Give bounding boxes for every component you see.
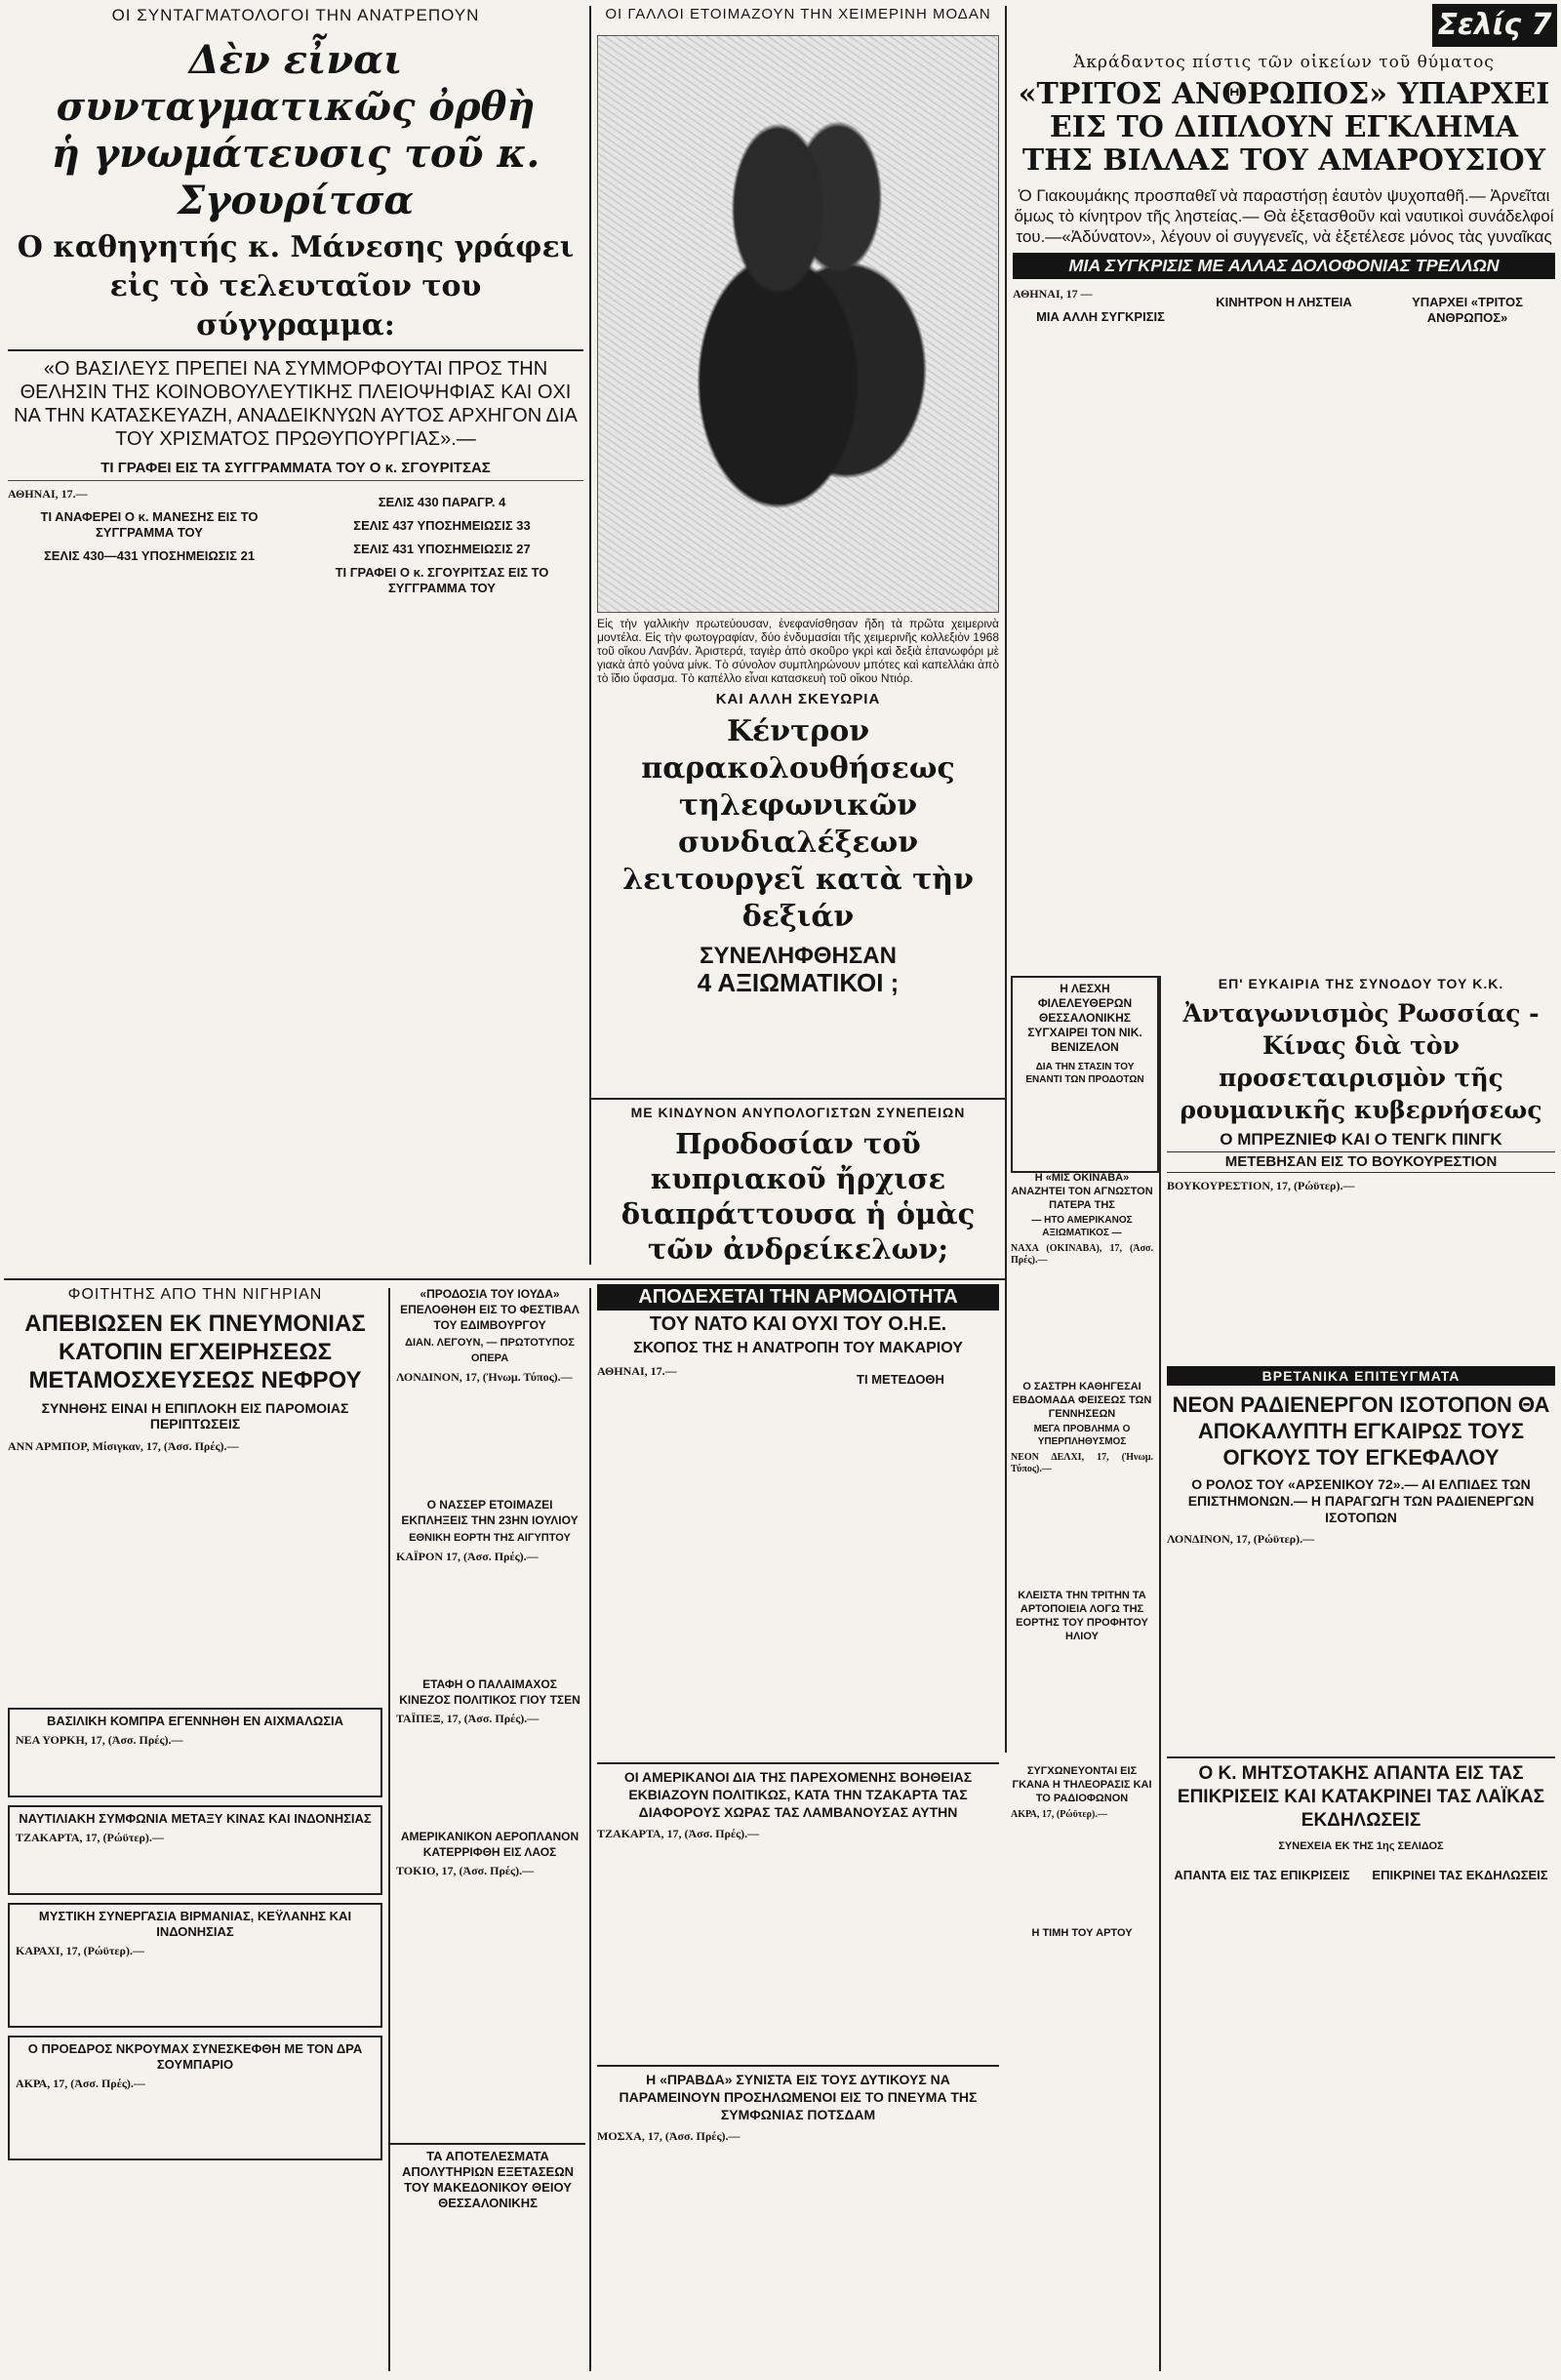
- story-subhead-small: ΤΙ ΜΕΤΕΔΟΘΗ: [857, 1372, 944, 1387]
- brief-item: [8, 2036, 382, 2160]
- crime-story: [1013, 53, 1555, 970]
- story-subhead: Ο ΜΠΡΕΖΝΙΕΦ ΚΑΙ Ο ΤΕΝΓΚ ΠΙΝΓΚ: [1220, 1130, 1502, 1149]
- story-body: [802, 2129, 999, 2344]
- brief-extra: ΔΙΑΝ. ΛΕΓΟΥΝ, — ΠΡΩΤΟΤΥΠΟΣ ΟΠΕΡΑ: [405, 1337, 575, 1364]
- dateline: ΝΑΧΑ (ΟΚΙΝΑΒΑ), 17, (Ἀσσ. Πρές).—: [1011, 1243, 1153, 1266]
- story-body: [8, 1439, 382, 1664]
- brief-title: Ο ΣΑΣΤΡΗ ΚΑΘΗΓΕΣΑΙ ΕΒΔΟΜΑΔΑ ΦΕΙΣΕΩΣ ΤΩΝ ΓΕΝΝΗΣΕΩΝ: [1012, 1381, 1152, 1420]
- article-subhead-small: ΣΕΛΙΣ 430—431 ΥΠΟΣΗΜΕΙΩΣΙΣ 21: [43, 548, 256, 563]
- americans-aid-story: [597, 1762, 999, 2055]
- rivalry-story: [1167, 976, 1555, 1356]
- liberals-club-story: [1011, 976, 1159, 1173]
- story-subhead-small: ΚΙΝΗΤΡΟΝ Η ΛΗΣΤΕΙΑ: [1216, 295, 1352, 309]
- story-headline: ΤΑ ΑΠΟΤΕΛΕΣΜΑΤΑ ΑΠΟΛΥΤΗΡΙΩΝ ΕΞΕΤΑΣΕΩΝ ΤΟΥ ΜΑΚΕΔΟΝΙΚΟΥ ΘΕΙΟΥ ΘΕΣΣΑΛΟΝΙΚΗΣ: [390, 2143, 585, 2211]
- story-body: [597, 1827, 794, 2022]
- story-kicker: ΕΠ' ΕΥΚΑΙΡΙΑ ΤΗΣ ΣΥΝΟΔΟΥ ΤΟΥ Κ.Κ.: [1218, 976, 1504, 991]
- story-subhead-small: ΜΙΑ ΑΛΛΗ ΣΥΓΚΡΙΣΙΣ: [1036, 309, 1165, 324]
- brief-title: ΣΥΓΧΩΝΕΥΟΝΤΑΙ ΕΙΣ ΓΚΑΝΑ Η ΤΗΛΕΟΡΑΣΙΣ ΚΑΙ ΤΟ ΡΑΔΙΟΦΩΝΟΝ: [1012, 1765, 1152, 1804]
- dateline: ΤΑΪΠΕΞ, 17, (Ἀσσ. Πρές).—: [396, 1712, 540, 1725]
- cyprus-story-continued: [597, 1284, 999, 1753]
- article-headline: [8, 37, 583, 224]
- story-body: [1019, 1090, 1151, 1149]
- story-subhead-small: ΑΠΑΝΤΑ ΕΙΣ ΤΑΣ ΕΠΙΚΡΙΣΕΙΣ: [1174, 1868, 1350, 1882]
- story-body: [1167, 1179, 1555, 1335]
- story-subhead-small: ΥΠΑΡΧΕΙ «ΤΡΙΤΟΣ ΑΝΘΡΩΠΟΣ»: [1412, 295, 1523, 325]
- headline-line: ΕΙΣ ΤΟ ΔΙΠΛΟΥΝ ΕΓΚΛΗΜΑ: [1049, 110, 1519, 144]
- article-subhead-small: ΤΙ ΑΝΑΦΕΡΕΙ Ο κ. ΜΑΝΕΣΗΣ ΕΙΣ ΤΟ ΣΥΓΓΡΑΜΜΑ ΤΟΥ: [40, 509, 259, 540]
- photo-caption: Εἰς τὴν γαλλικὴν πρωτεύουσαν, ἐνεφανίσθησαν ἤδη τὰ πρῶτα χειμερινὰ μοντέλα. Εἰς τὴν φωτογραφίαν, δύο ἐνδυμασίαι τῆς χειμερινῆς κολλεξιὸν 1968 τοῦ οἴκου Λανβάν. Ἀριστερά, ταγιὲρ ἀπὸ σκοῦρο γκρὶ καὶ δεξιὰ ἐπανωφόρι μὲ γιακὰ ἀπὸ γούνα μίνκ. Τὸ σύνολον συμπληρώνουν μπότες καὶ καπελλάκι ἀπὸ τὸ ἴδιο ὕφασμα. Τὸ καπέλλο εἶναι κατασκευὴ τοῦ οἴκου Ντιόρ.: [597, 617, 999, 685]
- article-subhead: Ο καθηγητής κ. Μάνεσης γράφει: [17, 230, 575, 264]
- brief-body: [1011, 1809, 1153, 1916]
- column-rule: [1159, 976, 1161, 2371]
- dateline: ΑΘΗΝΑΙ, 17.—: [597, 1364, 677, 1378]
- column-rule: [589, 6, 591, 1265]
- story-headline: Η «ΠΡΑΒΔΑ» ΣΥΝΙΣΤΑ ΕΙΣ ΤΟΥΣ ΔΥΤΙΚΟΥΣ ΝΑ ΠΑΡΑΜΕΙΝΟΥΝ ΠΡΟΣΗΛΩΜΕΝΟΙ ΕΙΣ ΤΟ ΠΝΕΥΜΑ ΤΗΣ ΣΥΜΦΩΝΙΑΣ ΠΟΤΣΔΑΜ: [597, 2065, 999, 2123]
- brief-body: [1011, 1243, 1153, 1370]
- page-number-badge: [1432, 4, 1557, 47]
- story-subhead: 4 ΑΞΙΩΜΑΤΙΚΟΙ ;: [697, 968, 900, 998]
- story-subhead: Ο ΡΟΛΟΣ ΤΟΥ «ΑΡΣΕΝΙΚΟΥ 72».— ΑΙ ΕΛΠΙΔΕΣ ΤΩΝ ΕΠΙΣΤΗΜΟΝΩΝ.— Η ΠΑΡΑΓΩΓΗ ΤΩΝ ΡΑΔΙΕΝΕΡΓΩΝ ΙΣΟΤΟΠΩΝ: [1187, 1476, 1535, 1525]
- brief-body: [396, 1864, 583, 1971]
- brief-item: [396, 1829, 583, 1971]
- dateline: ΝΕΟΝ ΔΕΛΧΙ, 17, (Ἠνωμ. Τύπος).—: [1011, 1452, 1153, 1474]
- story-kicker: ΦΟΙΤΗΤΗΣ ΑΠΟ ΤΗΝ ΝΙΓΗΡΙΑΝ: [67, 1286, 323, 1303]
- fashion-photo: [597, 35, 999, 613]
- dateline: ΚΑΪΡΟΝ 17, (Ἀσσ. Πρές).—: [396, 1550, 539, 1563]
- dateline: ΑΘΗΝΑΙ, 17 —: [1013, 287, 1093, 301]
- story-body: [597, 1364, 794, 1745]
- brief-title: «ΠΡΟΔΟΣΙΑ ΤΟΥ ΙΟΥΔΑ» ΕΠΕΛΟΘΗΘΗ ΕΙΣ ΤΟ ΦΕΣΤΙΒΑΛ ΤΟΥ ΕΔΙΜΒΟΥΡΓΟΥ: [400, 1287, 580, 1332]
- story-bar: ΜΙΑ ΣΥΓΚΡΙΣΙΣ ΜΕ ΑΛΛΑΣ ΔΟΛΟΦΟΝΙΑΣ ΤΡΕΛΛΩΝ: [1013, 253, 1555, 279]
- story-headline: [1013, 78, 1555, 178]
- article-subhead-small: ΣΕΛΙΣ 431 ΥΠΟΣΗΜΕΙΩΣΙΣ 27: [353, 542, 531, 556]
- fashion-photo-story: [597, 6, 999, 685]
- dateline: ΑΘΗΝΑΙ, 17.—: [8, 487, 88, 501]
- column-rule: [1005, 6, 1007, 1753]
- brief-title: Η ΤΙΜΗ ΤΟΥ ΑΡΤΟΥ: [1031, 1927, 1133, 1939]
- story-body: [390, 2217, 585, 2363]
- brief-body: [396, 1712, 583, 1819]
- story-body: [1167, 1532, 1357, 1717]
- dateline: ΤΟΚΙΟ, 17, (Ἀσσ. Πρές).—: [396, 1864, 535, 1877]
- photo-kicker: ΟΙ ΓΑΛΛΟΙ ΕΤΟΙΜΑΖΟΥΝ ΤΗΝ ΧΕΙΜΕΡΙΝΗ ΜΟΔΑΝ: [605, 6, 991, 22]
- headline-line: «ΤΡΙΤΟΣ ΑΝΘΡΩΠΟΣ» ΥΠΑΡΧΕΙ: [1018, 77, 1550, 111]
- story-kicker: Ἀκράδαντος πίστις τῶν οἰκείων τοῦ θύματος: [1073, 53, 1495, 72]
- story-subhead: ΣΥΝΗΘΗΣ ΕΙΝΑΙ Η ΕΠΙΠΛΟΚΗ ΕΙΣ ΠΑΡΟΜΟΙΑΣ ΠΕΡΙΠΤΩΣΕΙΣ: [41, 1400, 349, 1432]
- story-body: [1167, 1860, 1357, 2367]
- dateline: ΑΝΝ ΑΡΜΠΟΡ, Μίσιγκαν, 17, (Ἀσσ. Πρές).—: [8, 1439, 239, 1453]
- story-body: [1365, 1532, 1555, 1717]
- story-headline: Ἀνταγωνισμὸς Ρωσσίας - Κίνας διὰ τὸν προσεταιρισμὸν τῆς ρουμανικῆς κυβερνήσεως: [1180, 999, 1542, 1124]
- brief-item: [1011, 1380, 1153, 1579]
- story-continuation: ΣΥΝΕΧΕΙΑ ΕΚ ΤΗΣ 1ης ΣΕΛΙΔΟΣ: [1278, 1840, 1444, 1852]
- dateline: ΛΟΝΔΙΝΟΝ, 17, (Ἠνωμ. Τύπος).—: [396, 1370, 573, 1384]
- brief-title: Η «ΜΙΣ ΟΚΙΝΑΒΑ» ΑΝΑΖΗΤΕΙ ΤΟΝ ΑΓΝΩΣΤΟΝ ΠΑΤΕΡΑ ΤΗΣ: [1011, 1172, 1153, 1211]
- brief-title: Ο ΝΑΣΣΕΡ ΕΤΟΙΜΑΖΕΙ ΕΚΠΛΗΞΕΙΣ ΤΗΝ 23ΗΝ ΙΟΥΛΙΟΥ: [401, 1498, 579, 1527]
- story-body: [802, 1364, 999, 1745]
- article-writes-head: ΤΙ ΓΡΑΦΕΙ ΕΙΣ ΤΑ ΣΥΓΓΡΑΜΜΑΤΑ ΤΟΥ Ο κ. ΣΓΟΥΡΙΤΣΑΣ: [8, 461, 583, 481]
- right-briefs: [1011, 1171, 1153, 2371]
- brief-body: [1011, 1944, 1153, 2090]
- nigeria-story: [8, 1286, 382, 1696]
- brief-item: [396, 1286, 583, 1487]
- brief-item: [1011, 1589, 1153, 1755]
- article-subhead: εἰς τὸ τελευταῖον του σύγγραμμα:: [8, 267, 583, 351]
- pravda-story: [597, 2065, 999, 2371]
- page-number: Σελίς 7: [1437, 8, 1552, 42]
- brief-body: [16, 2077, 375, 2155]
- middle-briefs: [396, 1286, 583, 2135]
- story-headline: Προδοσίαν τοῦ κυπριακοῦ ἤρχισε διαπράττουσα ἡ ὁμὰς τῶν ἀνδρείκελων;: [620, 1127, 976, 1266]
- story-body: [597, 2129, 794, 2344]
- brief-body: [396, 1370, 583, 1487]
- brief-body: [396, 1550, 583, 1667]
- brief-item: [1011, 1171, 1153, 1370]
- brief-item: [396, 1497, 583, 1667]
- brief-title: Ο ΠΡΟΕΔΡΟΣ ΝΚΡΟΥΜΑΧ ΣΥΝΕΣΚΕΦΘΗ ΜΕ ΤΟΝ ΔΡΑ ΣΟΥΜΠΑΡΙΟ: [27, 2041, 363, 2072]
- story-subhead-small: ΕΠΙΚΡΙΝΕΙ ΤΑΣ ΕΚΔΗΛΩΣΕΙΣ: [1372, 1868, 1548, 1882]
- brief-item: [1011, 1764, 1153, 1916]
- constitutional-article: [8, 6, 583, 1271]
- brief-body: [1011, 1452, 1153, 1579]
- isotope-story: [1167, 1366, 1555, 1747]
- headline-line: Δὲν εἶναι συνταγματικῶς ὀρθὴ: [56, 37, 536, 130]
- article-body: [300, 487, 583, 1326]
- dateline: ΤΖΑΚΑΡΤΑ, 17, (Ἀσσ. Πρές).—: [597, 1827, 760, 1840]
- brief-body: [16, 1733, 375, 1792]
- brief-title: ΑΜΕΡΙΚΑΝΙΚΟΝ ΑΕΡΟΠΛΑΝΟΝ ΚΑΤΕΡΡΙΦΘΗ ΕΙΣ ΛΑΟΣ: [400, 1830, 580, 1859]
- story-subhead: ΣΥΝΕΛΗΦΘΗΣΑΝ: [700, 943, 897, 969]
- story-subhead: ΔΙΑ ΤΗΝ ΣΤΑΣΙΝ ΤΟΥ ΕΝΑΝΤΙ ΤΩΝ ΠΡΟΔΟΤΩΝ: [1025, 1062, 1144, 1085]
- column-rule: [589, 1288, 591, 2371]
- story-body: [1365, 1860, 1555, 2367]
- story-headline: Ο Κ. ΜΗΤΣΟΤΑΚΗΣ ΑΠΑΝΤΑ ΕΙΣ ΤΑΣ ΕΠΙΚΡΙΣΕΙΣ ΚΑΙ ΚΑΤΑΚΡΙΝΕΙ ΤΑΣ ΛΑΪΚΑΣ ΕΚΔΗΛΩΣΕΙΣ: [1167, 1756, 1555, 1833]
- brief-extra: ΕΘΝΙΚΗ ΕΟΡΤΗ ΤΗΣ ΑΙΓΥΠΤΟΥ: [409, 1532, 571, 1544]
- brief-title: ΜΥΣΤΙΚΗ ΣΥΝΕΡΓΑΣΙΑ ΒΙΡΜΑΝΙΑΣ, ΚΕΫΛΑΝΗΣ ΚΑΙ ΙΝΔΟΝΗΣΙΑΣ: [38, 1909, 352, 1939]
- story-headline: ΝΕΟΝ ΡΑΔΙΕΝΕΡΓΟΝ ΙΣΟΤΟΠΟΝ ΘΑ ΑΠΟΚΑΛΥΠΤΗ ΕΓΚΑΙΡΩΣ ΤΟΥΣ ΟΓΚΟΥΣ ΤΟΥ ΕΓΚΕΦΑΛΟΥ: [1172, 1392, 1550, 1470]
- brief-body: [16, 1944, 375, 2022]
- mitsotakis-story: [1167, 1756, 1555, 2371]
- dateline: ΜΟΣΧΑ, 17, (Ἀσσ. Πρές).—: [597, 2129, 740, 2143]
- article-quote: «Ο ΒΑΣΙΛΕΥΣ ΠΡΕΠΕΙ ΝΑ ΣΥΜΜΟΡΦΟΥΤΑΙ ΠΡΟΣ ΤΗΝ ΘΕΛΗΣΙΝ ΤΗΣ ΚΟΙΝΟΒΟΥΛΕΥΤΙΚΗΣ ΠΛΕΙΟΨΗΦΙΑΣ ΚΑΙ ΟΧΙ ΝΑ ΤΗΝ ΚΑΤΑΣΚΕΥΑΖΗ, ΑΝΑΔΕΙΚΝΥΩΝ ΑΥΤΟΣ ΑΡΧΗΓΟΝ ΔΙΑ ΤΟΥ ΧΡΙΣΜΑΤΟΣ ΠΡΩΘΥΠΟΥΡΓΙΑΣ».—: [14, 358, 578, 450]
- headline-line: ΤΗΣ ΒΙΛΛΑΣ ΤΟΥ ΑΜΑΡΟΥΣΙΟΥ: [1021, 143, 1546, 178]
- left-briefs: [8, 1708, 382, 2371]
- dateline: ΒΟΥΚΟΥΡΕΣΤΙΟΝ, 17, (Ρώϋτερ).—: [1167, 1179, 1355, 1192]
- dateline: ΑΚΡΑ, 17, (Ρώϋτερ).—: [1011, 1809, 1107, 1820]
- story-deck: Ὁ Γιακουμάκης προσπαθεῖ νὰ παραστήσῃ ἑαυτὸν ψυχοπαθῆ.— Ἀρνεῖται ὅμως τὸ κίνητρον τῆς ληστείας.— Θὰ ἐξετασθοῦν καὶ ναυτικοὶ συνάδελφοί του.—«Ἀδύνατον», λέγουν οἱ συγγενεῖς, νὰ ἐξετέλεσε μόνος τὰς γυναῖκας: [1014, 186, 1554, 246]
- brief-item: [1011, 1926, 1153, 2090]
- story-body: [1380, 287, 1555, 931]
- brief-title: ΚΛΕΙΣΤΑ ΤΗΝ ΤΡΙΤΗΝ ΤΑ ΑΡΤΟΠΟΙΕΙΑ ΛΟΓΩ ΤΗΣ ΕΟΡΤΗΣ ΤΟΥ ΠΡΟΦΗΤΟΥ ΗΛΙΟΥ: [1016, 1590, 1148, 1642]
- story-subhead: ΜΕΤΕΒΗΣΑΝ ΕΙΣ ΤΟ ΒΟΥΚΟΥΡΕΣΤΙΟΝ: [1167, 1151, 1555, 1173]
- dateline: ΑΚΡΑ, 17, (Ἀσσ. Πρές).—: [16, 2077, 145, 2090]
- brief-body: [1011, 1647, 1153, 1755]
- story-subhead: ΤΟΥ ΝΑΤΟ ΚΑΙ ΟΥΧΙ ΤΟΥ Ο.Η.Ε.: [649, 1313, 947, 1335]
- cyprus-story: [597, 1105, 999, 1272]
- article-subhead-small: ΣΕΛΙΣ 437 ΥΠΟΣΗΜΕΙΩΣΙΣ 33: [353, 518, 531, 533]
- article-subhead-small: ΣΕΛΙΣ 430 ΠΑΡΑΓΡ. 4: [378, 495, 506, 509]
- brief-item: [8, 1708, 382, 1797]
- dateline: ΤΖΑΚΑΡΤΑ, 17, (Ρώϋτερ).—: [16, 1831, 164, 1844]
- story-subhead: ΑΠΟΔΕΧΕΤΑΙ ΤΗΝ ΑΡΜΟΔΙΟΤΗΤΑ: [597, 1284, 999, 1311]
- story-subhead: ΣΚΟΠΟΣ ΤΗΣ Η ΑΝΑΤΡΟΠΗ ΤΟΥ ΜΑΚΑΡΙΟΥ: [633, 1340, 963, 1356]
- story-headline: ΟΙ ΑΜΕΡΙΚΑΝΟΙ ΔΙΑ ΤΗΣ ΠΑΡΕΧΟΜΕΝΗΣ ΒΟΗΘΕΙΑΣ ΕΚΒΙΑΖΟΥΝ ΠΟΛΙΤΙΚΩΣ, ΚΑΤΑ ΤΗΝ ΤΖΑΚΑΡΤΑ ΤΑΣ ΔΙΑΦΟΡΟΥΣ ΧΩΡΑΣ ΤΑΣ ΛΑΜΒΑΝΟΥΣΑΣ ΑΥΤΗΝ: [597, 1762, 999, 1821]
- story-body: [1196, 287, 1372, 931]
- article-body: [8, 487, 291, 1326]
- brief-body: [16, 1831, 375, 1889]
- headline-line: ἡ γνωμάτευσις τοῦ κ. Σγουρίτσα: [51, 131, 540, 223]
- brief-item: [8, 1805, 382, 1895]
- article-kicker: ΟΙ ΣΥΝΤΑΓΜΑΤΟΛΟΓΟΙ ΤΗΝ ΑΝΑΤΡΕΠΟΥΝ: [111, 6, 480, 24]
- brief-extra: ΜΕΓΑ ΠΡΟΒΛΗΜΑ Ο ΥΠΕΡΠΛΗΘΥΣΜΟΣ: [1033, 1424, 1131, 1447]
- brief-item: [396, 1676, 583, 1819]
- story-body: [802, 1827, 999, 2022]
- brief-title: ΕΤΑΦΗ Ο ΠΑΛΑΙΜΑΧΟΣ ΚΙΝΕΖΟΣ ΠΟΛΙΤΙΚΟΣ ΓΙΟΥ ΤΣΕΝ: [399, 1677, 580, 1707]
- brief-title: ΒΑΣΙΛΙΚΗ ΚΟΜΠΡΑ ΕΓΕΝΝΗΘΗ ΕΝ ΑΙΧΜΑΛΩΣΙΑ: [46, 1714, 344, 1728]
- story-kicker: ΜΕ ΚΙΝΔΥΝΟΝ ΑΝΥΠΟΛΟΓΙΣΤΩΝ ΣΥΝΕΠΕΙΩΝ: [630, 1105, 966, 1120]
- story-headline: Η ΛΕΣΧΗ ΦΙΛΕΛΕΥΘΕΡΩΝ ΘΕΣΣΑΛΟΝΙΚΗΣ ΣΥΓΧΑΙΡΕΙ ΤΟΝ ΝΙΚ. ΒΕΝΙΖΕΛΟΝ: [1027, 982, 1142, 1054]
- story-headline: ΑΠΕΒΙΩΣΕΝ ΕΚ ΠΝΕΥΜΟΝΙΑΣ ΚΑΤΟΠΙΝ ΕΓΧΕΙΡΗΣΕΩΣ ΜΕΤΑΜΟΣΧΕΥΣΕΩΣ ΝΕΦΡΟΥ: [24, 1311, 366, 1393]
- brief-title: ΝΑΥΤΙΛΙΑΚΗ ΣΥΜΦΩΝΙΑ ΜΕΤΑΞΥ ΚΙΝΑΣ ΚΑΙ ΙΝΔΟΝΗΣΙΑΣ: [19, 1811, 372, 1826]
- story-kicker: ΚΑΙ ΑΛΛΗ ΣΚΕΥΩΡΙΑ: [715, 691, 881, 707]
- brief-item: [8, 1903, 382, 2028]
- exams-story: [390, 2143, 585, 2367]
- dateline: ΝΕΑ ΥΟΡΚΗ, 17, (Ἀσσ. Πρές).—: [16, 1733, 183, 1747]
- espionage-story: [597, 691, 999, 1091]
- story-headline: Κέντρον παρακολουθήσεως τηλεφωνικῶν συνδιαλέξεων λειτουργεῖ κατὰ τὴν δεξιάν: [622, 714, 974, 934]
- story-body: [1013, 287, 1188, 931]
- dateline: ΛΟΝΔΙΝΟΝ, 17, (Ρώϋτερ).—: [1167, 1532, 1315, 1546]
- story-kicker: ΒΡΕΤΑΝΙΚΑ ΕΠΙΤΕΥΓΜΑΤΑ: [1167, 1366, 1555, 1386]
- brief-extra: — ΗΤΟ ΑΜΕΡΙΚΑΝΟΣ ΑΞΙΩΜΑΤΙΚΟΣ —: [1031, 1215, 1133, 1238]
- dateline: ΚΑΡΑΧΙ, 17, (Ρώϋτερ).—: [16, 1944, 144, 1957]
- article-subhead-small: ΤΙ ΓΡΑΦΕΙ Ο κ. ΣΓΟΥΡΙΤΣΑΣ ΕΙΣ ΤΟ ΣΥΓΓΡΑΜΜΑ ΤΟΥ: [335, 565, 549, 595]
